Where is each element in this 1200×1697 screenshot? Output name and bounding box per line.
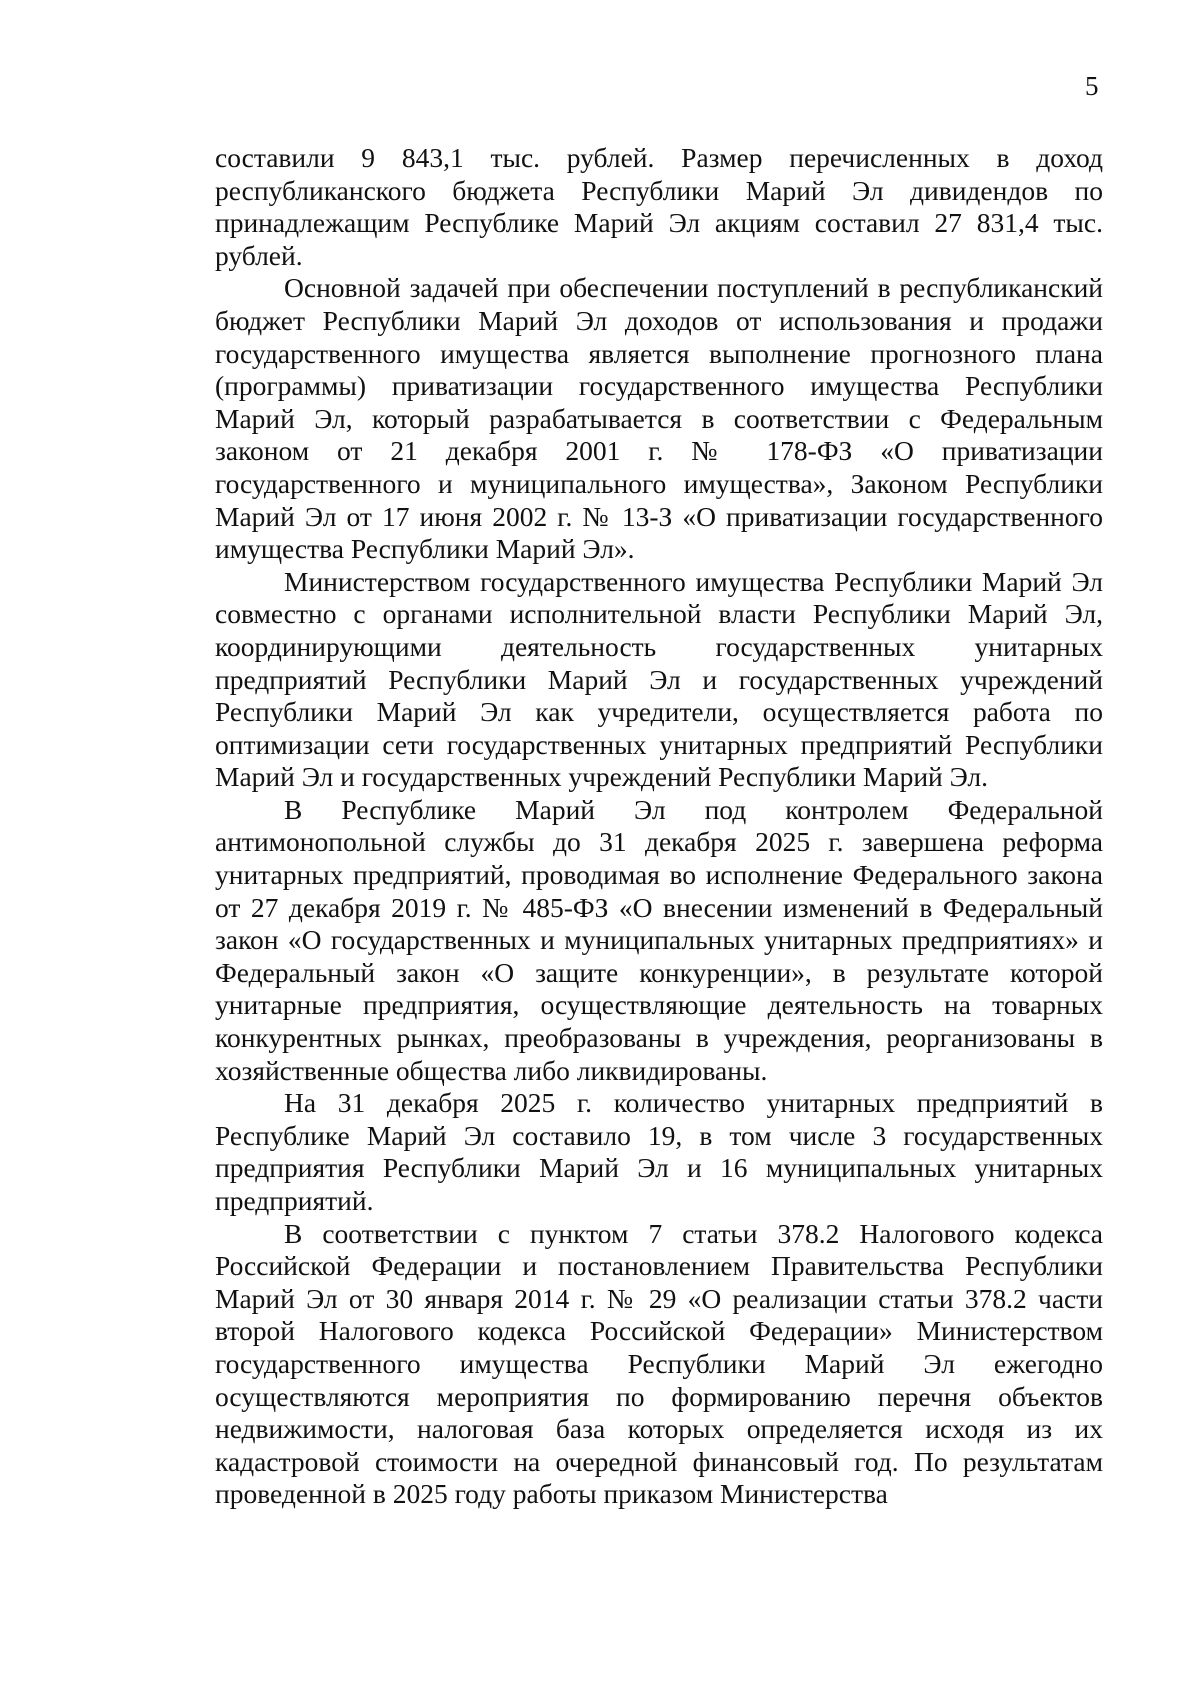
paragraph-ministry-optimization: Министерством государственного имущества Республики Марий Эл совместно с органами исполнительной власти Республики Марий Эл, координирующими деятельность государственных унитарных предприятий Республики Марий Эл и государственных учреждений Республики Марий Эл как учредители, осуществляется работа по оптимизации сети государственных унитарных предприятий Республики Марий Эл и государственных учреждений Республики Марий Эл. <box>215 565 1103 793</box>
paragraph-dividends-continuation: составили 9 843,1 тыс. рублей. Размер перечисленных в доход республиканского бюджета Республики Марий Эл дивидендов по принадлежащим Республике Марий Эл акциям составил 27 831,4 тыс. рублей. <box>215 142 1103 271</box>
paragraph-privatization-task: Основной задачей при обеспечении поступлений в республиканский бюджет Республики Марий Эл доходов от использования и продажи государственного имущества является выполнение прогнозного плана (программы) приватизации государственного имущества Республики Марий Эл, который разрабатывается в соответствии с Федеральным законом от 21 декабря 2001 г. № 178-ФЗ «О приватизации государственного и муниципального имущества», Законом Республики Марий Эл от 17 июня 2002 г. № 13-З «О приватизации государственного имущества Республики Марий Эл». <box>215 272 1103 565</box>
document-body <box>215 142 1103 1511</box>
page-number: 5 <box>1085 71 1099 101</box>
paragraph-tax-code-measures: В соответствии с пунктом 7 статьи 378.2 Налогового кодекса Российской Федерации и постановлением Правительства Республики Марий Эл от 30 января 2014 г. № 29 «О реализации статьи 378.2 части второй Налогового кодекса Российской Федерации» Министерством государственного имущества Республики Марий Эл ежегодно осуществляются мероприятия по формированию перечня объектов недвижимости, налоговая база которых определяется исходя из их кадастровой стоимости на очередной финансовый год. По результатам проведенной в 2025 году работы приказом Министерства <box>215 1217 1103 1510</box>
paragraph-unitary-count: На 31 декабря 2025 г. количество унитарных предприятий в Республике Марий Эл составило 19, в том числе 3 государственных предприятия Республики Марий Эл и 16 муниципальных унитарных предприятий. <box>215 1087 1103 1216</box>
paragraph-unitary-reform: В Республике Марий Эл под контролем Федеральной антимонопольной службы до 31 декабря 2025 г. завершена реформа унитарных предприятий, проводимая во исполнение Федерального закона от 27 декабря 2019 г. № 485-ФЗ «О внесении изменений в Федеральный закон «О государственных и муниципальных унитарных предприятиях» и Федеральный закон «О защите конкуренции», в результате которой унитарные предприятия, осуществляющие деятельность на товарных конкурентных рынках, преобразованы в учреждения, реорганизованы в хозяйственные общества либо ликвидированы. <box>215 793 1103 1086</box>
